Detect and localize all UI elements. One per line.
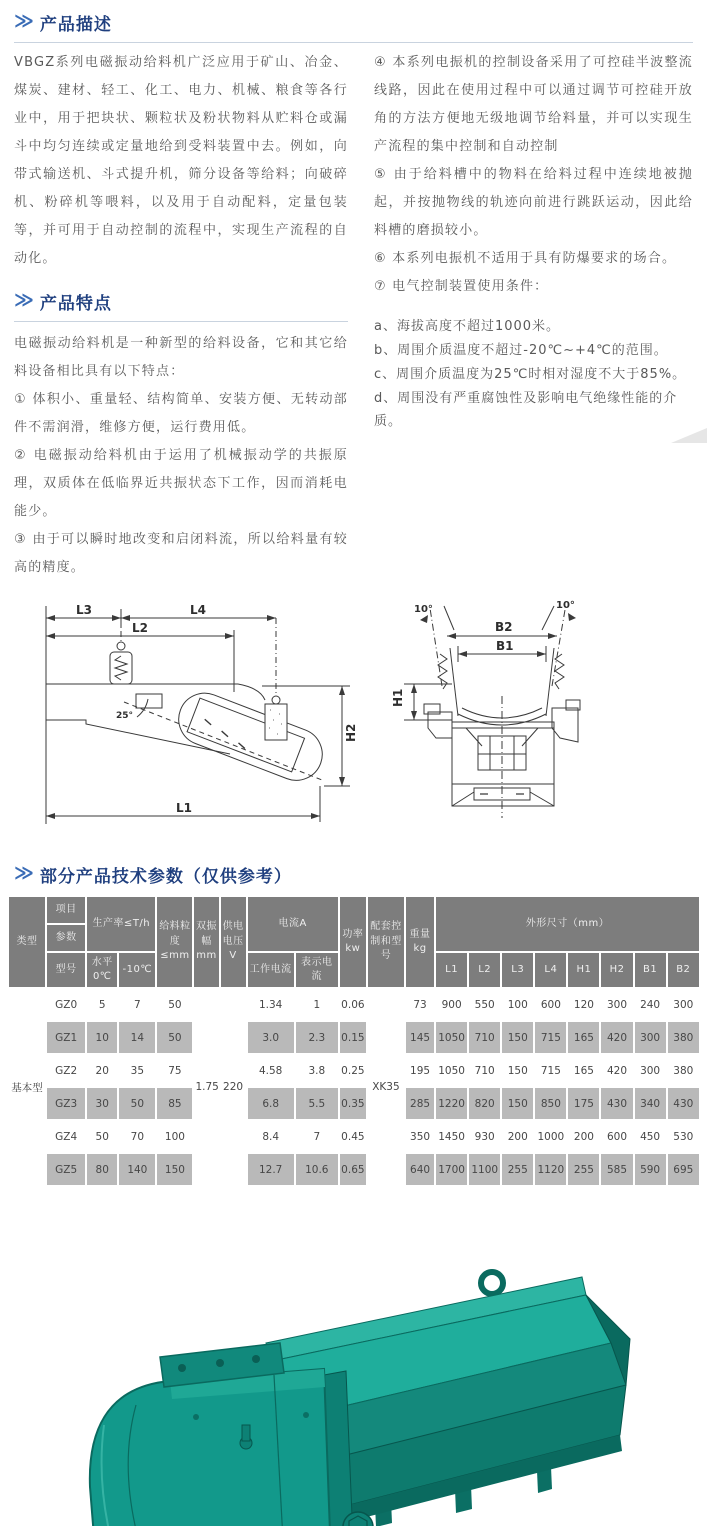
- svg-text:L2: L2: [132, 621, 148, 635]
- param-cell: 1100: [469, 1154, 500, 1185]
- param-cell: 0.45: [341, 1130, 365, 1143]
- param-cell: 6.8: [248, 1088, 294, 1119]
- col-l1: L1: [436, 953, 467, 987]
- param-cell: 3.0: [248, 1022, 294, 1053]
- param-cell: 590: [635, 1154, 666, 1185]
- params-tbody: [9, 989, 699, 1185]
- param-cell: 5.5: [296, 1088, 338, 1119]
- param-cell: 285: [406, 1088, 434, 1119]
- svg-text:10°: 10°: [414, 604, 433, 615]
- note-item: ⑥ 本系列电振机不适用于具有防爆要求的场合。: [374, 251, 677, 266]
- col-grain-size: 给料粒度≤mm: [157, 897, 192, 987]
- feature-item: ② 电磁振动给料机由于运用了机械振动学的共振原理，双质体在低临界近共振状态下工作，因而消耗电能少。: [14, 448, 348, 519]
- model-cell: GZ0: [55, 998, 78, 1011]
- param-cell: 1050: [436, 1022, 467, 1053]
- product-photo: [0, 1265, 707, 1526]
- param-cell: 50: [168, 998, 182, 1011]
- col-l2: L2: [469, 953, 500, 987]
- section-title-params: 部分产品技术参数（仅供参考）: [39, 867, 292, 887]
- param-cell: 850: [535, 1088, 566, 1119]
- param-cell: 430: [668, 1088, 699, 1119]
- col-horizontal-0c: 水平0℃: [87, 953, 117, 987]
- param-cell: 150: [502, 1088, 533, 1119]
- params-table: [7, 895, 701, 1187]
- param-cell: 1000: [537, 1130, 565, 1143]
- param-cell: 240: [640, 998, 661, 1011]
- col-amplitude: 双振幅mm: [194, 897, 218, 987]
- param-row: [9, 1121, 699, 1152]
- col-power: 功率kw: [340, 897, 366, 987]
- param-cell: 255: [502, 1154, 533, 1185]
- col-type: 类型: [9, 897, 45, 987]
- param-row: [9, 989, 699, 1020]
- col-h1: H1: [568, 953, 599, 987]
- section-title-description: 产品描述: [39, 15, 112, 35]
- param-cell: 930: [474, 1130, 495, 1143]
- param-cell: 715: [535, 1022, 566, 1053]
- param-cell: 7: [133, 998, 141, 1011]
- param-cell: 300: [606, 998, 628, 1011]
- param-cell: 710: [474, 1064, 495, 1077]
- param-cell: 175: [568, 1088, 599, 1119]
- chevron-icon: ≫: [14, 289, 34, 311]
- param-cell: 165: [568, 1022, 599, 1053]
- param-cell: 1050: [438, 1064, 465, 1077]
- param-row: [9, 1055, 699, 1086]
- col-voltage: 供电电压V: [221, 897, 246, 987]
- param-cell: 420: [601, 1022, 632, 1053]
- product-photo-illustration: [74, 1265, 634, 1526]
- col-b2: B2: [668, 953, 699, 987]
- param-cell: 10: [87, 1022, 117, 1053]
- col-model: 型号: [47, 953, 85, 987]
- param-cell: 100: [507, 998, 528, 1011]
- col-h2: H2: [601, 953, 632, 987]
- svg-text:L3: L3: [76, 603, 92, 617]
- param-cell: 140: [119, 1154, 155, 1185]
- col-control: 配套控制和型号: [368, 897, 404, 987]
- param-cell: 450: [640, 1130, 661, 1143]
- param-cell: 1220: [436, 1088, 467, 1119]
- param-cell: 200: [507, 1130, 528, 1143]
- chevron-icon: ≫: [14, 10, 34, 32]
- param-cell: 380: [668, 1022, 699, 1053]
- param-cell: 600: [540, 998, 561, 1011]
- param-cell: 640: [406, 1154, 434, 1185]
- param-cell: 300: [673, 998, 694, 1011]
- condition-item: d、周围没有严重腐蚀性及影响电气绝缘性能的介质。: [374, 391, 678, 429]
- param-cell: 0.65: [340, 1154, 366, 1185]
- param-cell: 14: [119, 1022, 155, 1053]
- param-cell: 7: [313, 1130, 321, 1143]
- param-cell: 20: [95, 1064, 109, 1077]
- section-title-features: 产品特点: [39, 294, 112, 314]
- col-weight: 重量kg: [406, 897, 434, 987]
- svg-text:L4: L4: [190, 603, 206, 617]
- param-cell: 255: [568, 1154, 599, 1185]
- model-cell: GZ5: [47, 1154, 85, 1185]
- param-cell: 200: [573, 1130, 594, 1143]
- col-item: 项目: [47, 897, 85, 923]
- param-cell: 380: [673, 1064, 694, 1077]
- col-param: 参数: [47, 925, 85, 951]
- param-cell: 50: [95, 1130, 109, 1143]
- param-cell: 150: [507, 1064, 528, 1077]
- param-cell: 420: [606, 1064, 628, 1077]
- left-column: [14, 49, 348, 582]
- param-cell: 715: [540, 1064, 561, 1077]
- param-cell: 100: [164, 1130, 185, 1143]
- col-indicated-current: 表示电流: [296, 953, 338, 987]
- note-item: ⑦ 电气控制装置使用条件：: [374, 279, 549, 294]
- model-cell: GZ3: [47, 1088, 85, 1119]
- dimension-diagrams: [14, 596, 693, 836]
- param-cell: 600: [606, 1130, 628, 1143]
- section-header-description: [14, 10, 693, 35]
- feature-item: ① 体积小、重量轻、结构简单、安装方便、无转动部件不需润滑，维修方便，运行费用低。: [14, 392, 348, 435]
- param-cell: 430: [601, 1088, 632, 1119]
- svg-text:B1: B1: [496, 639, 514, 653]
- svg-text:10°: 10°: [556, 600, 575, 611]
- param-cell: 2.3: [296, 1022, 338, 1053]
- section-header-features: [14, 289, 348, 314]
- condition-item: c、周围介质温度为25℃时相对湿度不大于85%。: [374, 367, 687, 382]
- svg-text:25°: 25°: [116, 711, 134, 721]
- param-row: [9, 1022, 699, 1053]
- param-cell: 4.58: [258, 1064, 283, 1077]
- right-column: [374, 49, 693, 582]
- param-row: [9, 1154, 699, 1185]
- param-cell: 350: [410, 1130, 431, 1143]
- section-header-params: [14, 862, 693, 887]
- param-cell: 1700: [436, 1154, 467, 1185]
- param-cell: 50: [157, 1022, 192, 1053]
- col-dimensions: 外形尺寸（mm）: [436, 897, 699, 951]
- divider: [14, 321, 348, 322]
- param-cell: 120: [573, 998, 594, 1011]
- divider: [14, 42, 693, 43]
- param-cell: 145: [406, 1022, 434, 1053]
- param-cell: 0.06: [341, 998, 365, 1011]
- note-item: ⑤ 由于给料槽中的物料在给料过程中连续地被抛起，并按抛物线的轨迹向前进行跳跃运动，因此给料槽的磨损较小。: [374, 167, 693, 238]
- features-intro: 电磁振动给料机是一种新型的给料设备，它和其它给料设备相比具有以下特点：: [14, 336, 348, 379]
- param-row: [9, 1088, 699, 1119]
- model-cell: GZ2: [55, 1064, 78, 1077]
- param-cell: 12.7: [248, 1154, 294, 1185]
- condition-item: a、海拔高度不超过1000米。: [374, 319, 561, 334]
- col-current: 电流A: [248, 897, 338, 951]
- param-cell: 50: [119, 1088, 155, 1119]
- feature-item: ③ 由于可以瞬时地改变和启闭料流，所以给料量有较高的精度。: [14, 532, 348, 575]
- control-cell: XK35: [372, 1081, 400, 1093]
- model-cell: GZ1: [47, 1022, 85, 1053]
- param-cell: 0.15: [340, 1022, 366, 1053]
- param-cell: 70: [130, 1130, 145, 1143]
- param-cell: 1: [313, 998, 321, 1011]
- param-cell: 150: [502, 1022, 533, 1053]
- param-cell: 1450: [438, 1130, 465, 1143]
- conditions-list: [374, 315, 693, 433]
- param-cell: 5: [98, 998, 106, 1011]
- param-cell: 75: [168, 1064, 182, 1077]
- param-cell: 80: [87, 1154, 117, 1185]
- param-cell: 85: [157, 1088, 192, 1119]
- param-cell: 73: [413, 998, 427, 1011]
- param-cell: 340: [635, 1088, 666, 1119]
- param-cell: 1120: [535, 1154, 566, 1185]
- param-cell: 30: [87, 1088, 117, 1119]
- note-item: ④ 本系列电振机的控制设备采用了可控硅半波整流线路，因此在使用过程中可以通过调节可控硅开放角的方法方便地无级地调节给料量，并可以实现生产流程的集中控制和自动控制: [374, 55, 693, 154]
- chevron-icon: ≫: [14, 862, 34, 884]
- svg-text:L1: L1: [176, 801, 192, 815]
- param-cell: 530: [673, 1130, 694, 1143]
- model-cell: GZ4: [55, 1130, 78, 1143]
- param-cell: 150: [157, 1154, 192, 1185]
- param-cell: 550: [474, 998, 495, 1011]
- param-cell: 10.6: [296, 1154, 338, 1185]
- param-cell: 710: [469, 1022, 500, 1053]
- svg-text:H1: H1: [391, 688, 405, 707]
- param-cell: 165: [573, 1064, 594, 1077]
- dimension-diagram-front: [390, 596, 640, 836]
- col-production: 生产率≤T/h: [87, 897, 155, 951]
- col-minus-10c: -10℃: [119, 953, 155, 987]
- param-cell: 300: [640, 1064, 661, 1077]
- col-l4: L4: [535, 953, 566, 987]
- param-cell: 300: [635, 1022, 666, 1053]
- param-cell: 8.4: [262, 1130, 280, 1143]
- amplitude-cell: 1.75: [195, 1081, 219, 1093]
- type-cell: 基本型: [11, 1081, 43, 1094]
- svg-text:B2: B2: [495, 620, 513, 634]
- voltage-cell: 220: [223, 1081, 244, 1093]
- param-cell: 900: [441, 998, 462, 1011]
- col-b1: B1: [635, 953, 666, 987]
- param-cell: 820: [469, 1088, 500, 1119]
- param-cell: 3.8: [308, 1064, 326, 1077]
- param-cell: 585: [601, 1154, 632, 1185]
- description-paragraph: VBGZ系列电磁振动给料机广泛应用于矿山、冶金、煤炭、建材、轻工、化工、电力、机械、粮食等各行业中，用于把块状、颗粒状及粉状物料从贮料仓或漏斗中均匀连续或定量地给到受料装置中去。例如，向带式输送机、斗式提升机，筛分设备等给料；向破碎机、粉碎机等喂料，以及用于自动配料，定量包装等，并可用于自动控制的流程中，实现生产流程的自动化。: [14, 55, 348, 266]
- param-cell: 1.34: [258, 998, 283, 1011]
- svg-text:H2: H2: [344, 723, 358, 742]
- condition-item: b、周围介质温度不超过-20℃~+4℃的范围。: [374, 343, 668, 358]
- param-cell: 195: [410, 1064, 431, 1077]
- param-cell: 0.35: [340, 1088, 366, 1119]
- dimension-diagram-side: [24, 596, 360, 836]
- col-l3: L3: [502, 953, 533, 987]
- param-cell: 695: [668, 1154, 699, 1185]
- col-working-current: 工作电流: [248, 953, 294, 987]
- param-cell: 0.25: [341, 1064, 365, 1077]
- param-cell: 35: [130, 1064, 145, 1077]
